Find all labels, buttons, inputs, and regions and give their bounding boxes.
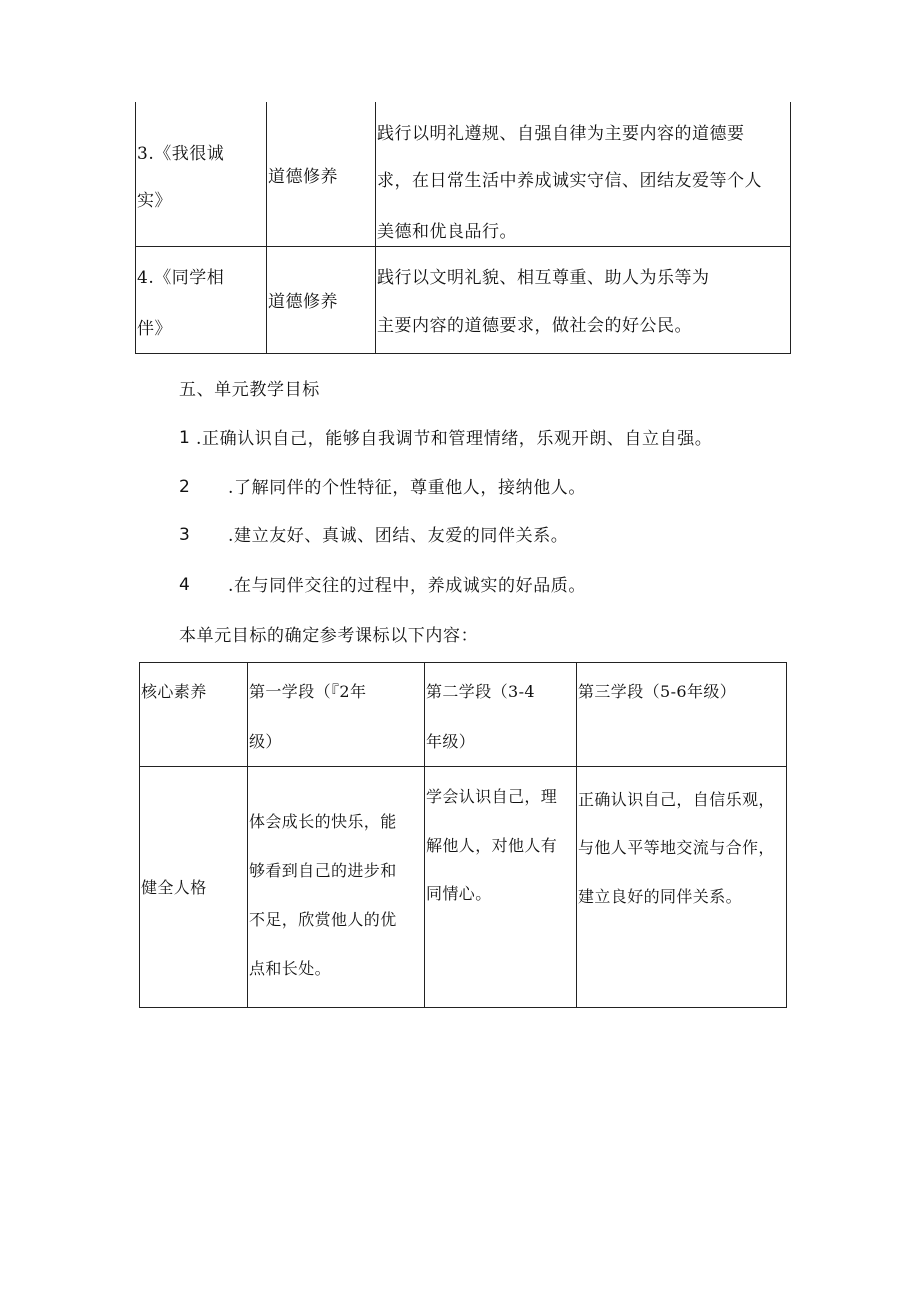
description-cell: 美德和优良品行。 — [377, 222, 517, 242]
goal-text: .建立友好、真诚、团结、友爱的同伴关系。 — [228, 526, 569, 546]
goal-number: 1 — [179, 428, 190, 448]
category-cell: 道德修养 — [268, 292, 338, 312]
table-border — [375, 102, 376, 354]
stage-3-cell: 与他人平等地交流与合作， — [578, 838, 775, 857]
category-cell: 道德修养 — [268, 167, 338, 187]
table-border — [790, 102, 791, 354]
table-border — [266, 102, 267, 354]
table-border — [139, 1007, 787, 1008]
goal-number: 3 — [179, 525, 190, 545]
lesson-title: 伴》 — [137, 319, 172, 339]
header-stage-3: 第三学段（5-6年级） — [578, 682, 737, 701]
stage-3-cell: 正确认识自己，自信乐观， — [578, 790, 775, 809]
header-stage-2: 第二学段（3-4 — [426, 682, 535, 701]
curriculum-table-continued — [135, 102, 791, 354]
goal-text: .了解同伴的个性特征，尊重他人，接纳他人。 — [228, 478, 587, 498]
header-core-literacy: 核心素养 — [141, 682, 207, 701]
table-border — [424, 662, 425, 1008]
table-border — [786, 662, 787, 1008]
section-heading: 五、单元教学目标 — [179, 380, 320, 400]
lesson-title: 3.《我很诚 — [137, 144, 225, 164]
stage-2-cell: 同情心。 — [426, 884, 492, 903]
reference-intro: 本单元目标的确定参考课标以下内容： — [179, 626, 479, 646]
stage-1-cell: 不足，欣赏他人的优 — [249, 910, 397, 929]
description-cell: 求，在日常生活中养成诚实守信、团结友爱等个人 — [377, 171, 762, 191]
stage-3-cell: 建立良好的同伴关系。 — [578, 887, 743, 906]
header-stage-1: 第一学段（『2年 — [249, 682, 367, 701]
table-border — [576, 662, 577, 1008]
table-border — [135, 246, 791, 247]
description-cell: 践行以明礼遵规、自强自律为主要内容的道德要 — [377, 124, 745, 144]
stage-1-cell: 体会成长的快乐，能 — [249, 812, 397, 831]
stage-2-cell: 解他人，对他人有 — [426, 836, 558, 855]
goal-number: 4 — [179, 575, 190, 595]
goal-number: 2 — [179, 477, 190, 497]
goal-text: .在与同伴交往的过程中，养成诚实的好品质。 — [228, 576, 587, 596]
table-border — [139, 662, 140, 1008]
description-cell: 践行以文明礼貌、相互尊重、助人为乐等为 — [377, 268, 710, 288]
header-stage-2: 年级） — [426, 732, 476, 751]
header-stage-1: 级） — [249, 732, 282, 751]
stage-1-cell: 点和长处。 — [249, 959, 332, 978]
lesson-title: 4.《同学相 — [137, 268, 225, 288]
table-border — [135, 353, 791, 354]
stage-1-cell: 够看到自己的进步和 — [249, 861, 397, 880]
stage-2-cell: 学会认识自己，理 — [426, 787, 558, 806]
table-border — [139, 766, 787, 767]
table-border — [139, 662, 787, 663]
lesson-title: 实》 — [137, 191, 172, 211]
table-border — [247, 662, 248, 1008]
table-border — [135, 102, 136, 354]
core-literacy-cell: 健全人格 — [141, 878, 207, 897]
curriculum-standards-table — [139, 662, 787, 1008]
description-cell: 主要内容的道德要求，做社会的好公民。 — [377, 316, 692, 336]
goal-text: .正确认识自己，能够自我调节和管理情绪，乐观开朗、自立自强。 — [196, 429, 713, 449]
